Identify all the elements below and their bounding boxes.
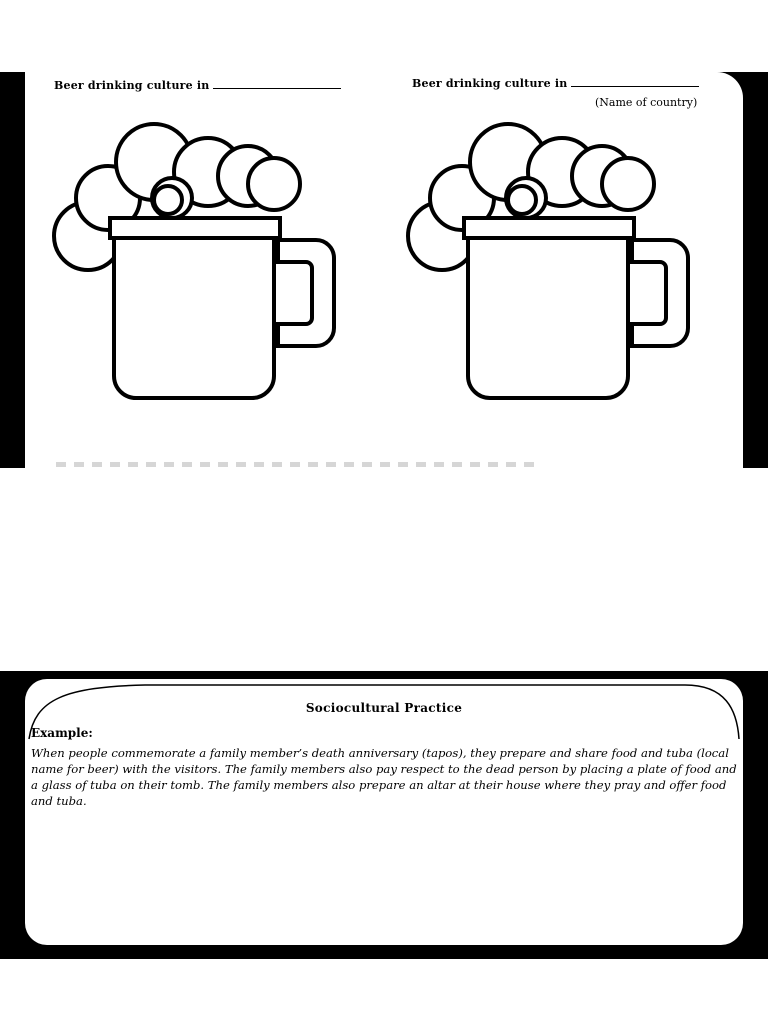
sociocultural-card: [25, 679, 743, 945]
left-heading-label: Beer drinking culture in: [54, 79, 210, 92]
frame-curve: [25, 679, 743, 945]
country-hint: (Name of country): [595, 96, 698, 109]
left-heading: [54, 78, 341, 92]
cut-off-text-line: [56, 462, 536, 467]
right-heading: [412, 76, 699, 90]
example-text: When people commemorate a family member’s death anniversary (tapos), they prepare and share food and tuba (local name for beer) with the visitors. The family members also pay respect to the dead person by placing a plate of food and a glass of tuba on their tomb. The family members also prepare an altar at their house where they pray and offer food and tuba.: [31, 746, 737, 808]
beer-mug-icon: [402, 118, 692, 408]
beer-mug-icon: [48, 118, 338, 408]
section-title: Sociocultural Practice: [305, 701, 463, 715]
left-country-blank[interactable]: [213, 78, 341, 89]
example-label: Example:: [31, 726, 93, 740]
right-country-blank[interactable]: [571, 76, 699, 87]
right-heading-label: Beer drinking culture in: [412, 77, 568, 90]
